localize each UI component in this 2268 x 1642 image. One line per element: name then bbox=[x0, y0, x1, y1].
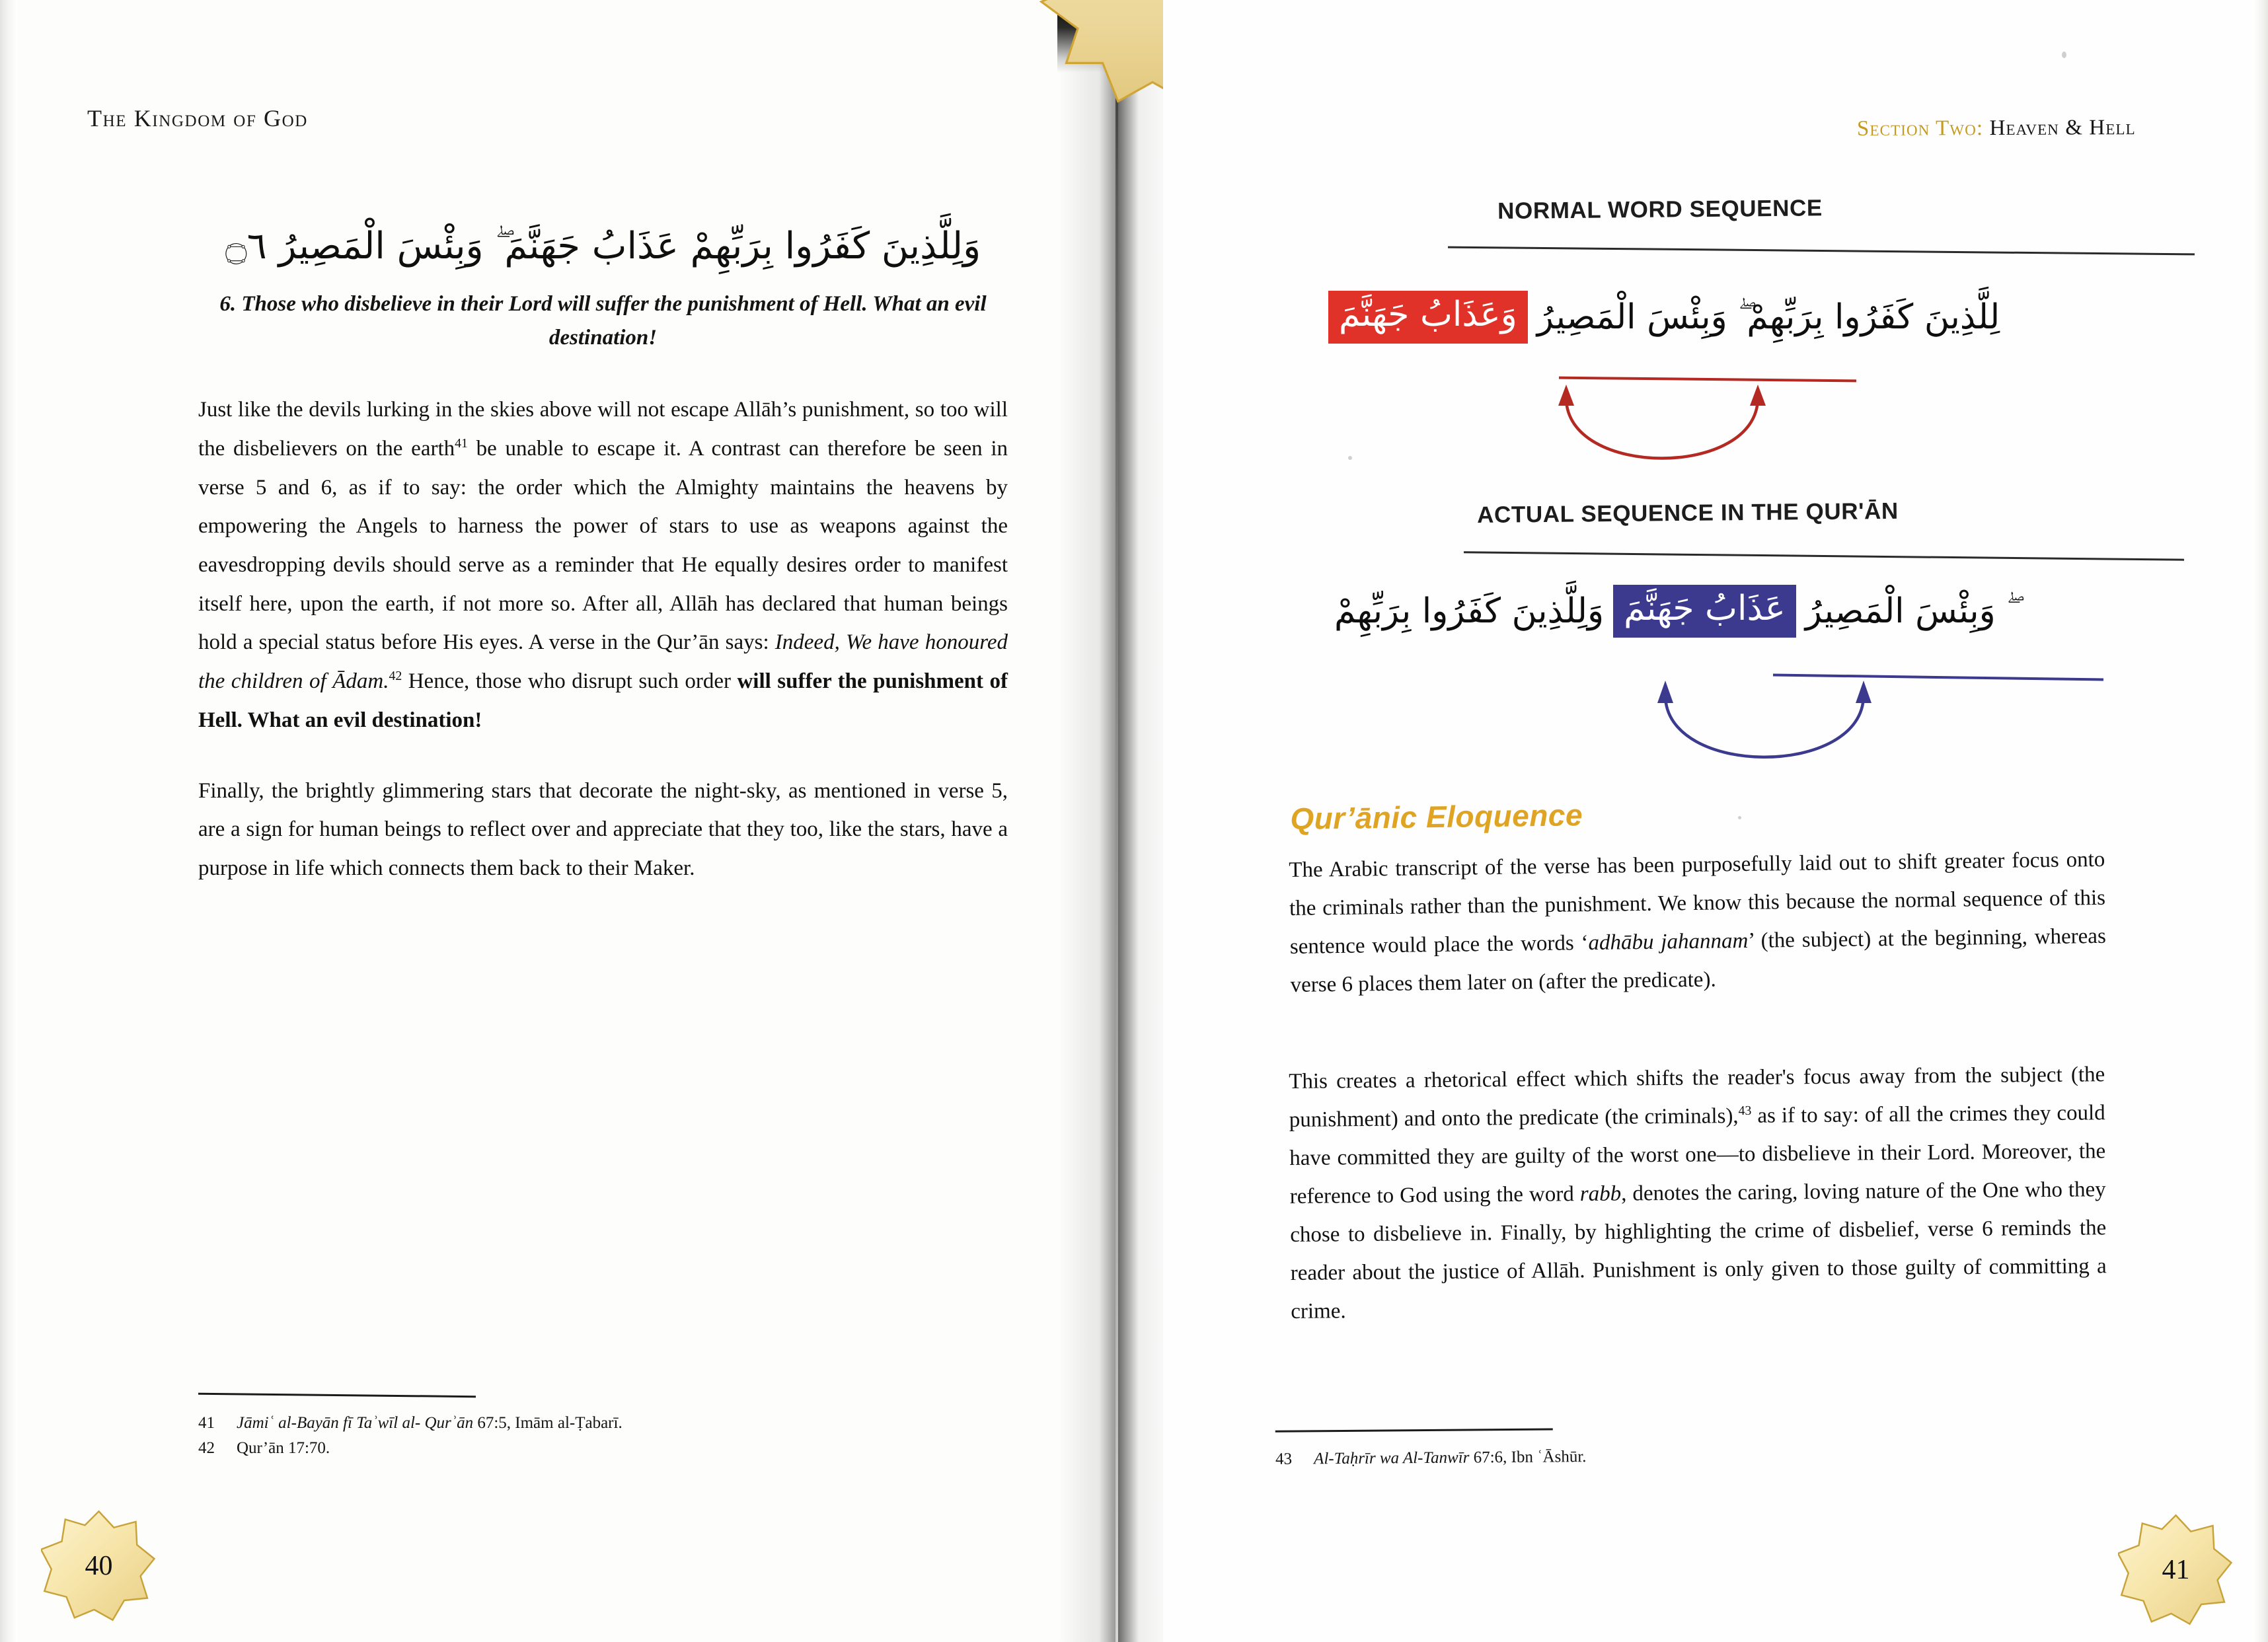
page-number-badge-right bbox=[2118, 1512, 2234, 1627]
diagram-2-highlight-box: عَذَابُ جَهَنَّمَ bbox=[1613, 585, 1796, 638]
footnote-43-title: Al-Taḥrīr wa Al-Tanwīr bbox=[1314, 1448, 1470, 1468]
page-number-badge-left bbox=[41, 1508, 157, 1623]
quran-verse-arabic: وَلِلَّذِينَ كَفَرُوا بِرَبِّهِمْ عَذَابُ جَهَنَّمَ ۖ وَبِئْسَ الْمَصِيرُ ۝٦ bbox=[225, 225, 981, 268]
para1-seg3: Hence, those who disrupt such order bbox=[402, 669, 737, 694]
footnote-42-text: Qur’ān 17:70. bbox=[237, 1439, 330, 1457]
footnote-41-title: Jāmiʿ al-Bayān fī Taʾwīl al- Qurʾān bbox=[237, 1414, 474, 1432]
footnote-43-number: 43 bbox=[1275, 1450, 1293, 1468]
para1-seg1: Just like the devils lurking in the skies above will not escape Allāh’s punishment, so too will the disbelievers on the earth bbox=[198, 398, 1008, 461]
page-number-right: 41 bbox=[2162, 1554, 2190, 1585]
scan-speck bbox=[1348, 456, 1352, 460]
page-number-left: 40 bbox=[85, 1550, 113, 1581]
rpara1-italic: adhābu jahannam bbox=[1588, 929, 1749, 955]
verse-translation: 6. Those who disbelieve in their Lord will suffer the punishment of Hell. What an evil destination! bbox=[219, 291, 987, 350]
diagram-1-plain-text: لِلَّذِينَ كَفَرُوا بِرَبِّهِمْ ۖ وَبِئْسَ الْمَصِيرُ bbox=[1536, 297, 2000, 337]
left-paragraph-2: Finally, the brightly glimmering stars that decorate the night-sky, as mentioned in verse 5, are a sign for human beings to reflect over and appreciate that they too, like the stars, have a purpose in life which connects them back to their Maker. bbox=[198, 778, 1008, 881]
left-paragraph-1 bbox=[198, 391, 1008, 740]
footnote-ref-42[interactable]: 42 bbox=[389, 669, 402, 684]
gutter-spine-line bbox=[1115, 0, 1118, 1642]
rpara1-seg2: ’ (the subject) at the beginning, whereas verse 6 places them later on (after the predicate). bbox=[1290, 924, 2107, 998]
gutter-shadow-left bbox=[1057, 0, 1117, 1642]
footnote-ref-43[interactable]: 43 bbox=[1738, 1103, 1752, 1119]
footnote-43-rest: 67:6, Ibn ʿĀshūr. bbox=[1469, 1448, 1587, 1467]
rpara2-seg2: as if to say: of all the crimes they could have committed they are guilty of the worst one—to disbelieve in their Lord. Moreover, the reference to God using the word bbox=[1289, 1101, 2106, 1209]
para1-quote: Indeed, We have honoured the children of Ādam. bbox=[198, 630, 1008, 694]
diagram-1-verse bbox=[1328, 291, 2009, 344]
rpara1-seg1: The Arabic transcript of the verse has been purposefully laid out to shift greater focus onto the criminals rather than the punishment. We know this because the normal sequence of this sentence would place the words ‘ bbox=[1289, 847, 2106, 959]
diagram-2-text-before: وَلِلَّذِينَ كَفَرُوا بِرَبِّهِمْ bbox=[1334, 591, 1605, 631]
para1-seg2: be unable to escape it. A contrast can therefore be seen in verse 5 and 6, as if to say: the order which the Almighty maintains the heavens by empowering the Angels to harness the power of stars to use as weapons against the eavesdropping devils should serve as a reminder that He equally desires order to manifest itself here, upon the earth, if not more so. After all, Allāh has declared that human beings hold a special status before His eyes. A verse in the Qur’ān says: bbox=[198, 436, 1008, 655]
diagram-2-arrow-icon bbox=[1639, 675, 1930, 814]
rpara2-seg3: , denotes the caring, loving nature of the One who they chose to disbelieve in. Finally, by highlighting the crime of disbelief, verse 6 reminds the reader about the justice of Allāh. Punishment is only given to those guilty of committing a crime. bbox=[1290, 1177, 2107, 1324]
header-section-title: Heaven & Hell bbox=[1989, 116, 2136, 141]
footnote-43-text bbox=[1314, 1444, 1587, 1472]
right-paper-edge bbox=[2253, 0, 2268, 1642]
diagram-2-verse bbox=[1325, 585, 2016, 638]
diagram-2-title: ACTUAL SEQUENCE IN THE QUR'ĀN bbox=[1477, 498, 1899, 528]
right-paragraph-2 bbox=[1289, 1055, 2107, 1331]
left-text-column bbox=[198, 218, 1008, 910]
scan-speck bbox=[1738, 816, 1741, 819]
diagram-1-arrow-icon bbox=[1540, 379, 1831, 518]
left-running-header: The Kingdom of God bbox=[87, 105, 308, 131]
rpara2-italic: rabb bbox=[1579, 1181, 1622, 1207]
rpara2-seg1: This creates a rhetorical effect which shifts the reader's focus away from the subject (the punishment) and onto the predicate (the criminals), bbox=[1289, 1063, 2105, 1133]
diagram-2-text-after: ۖ وَبِئْسَ الْمَصِيرُ bbox=[1805, 591, 2007, 631]
right-footnotes bbox=[1275, 1424, 2082, 1472]
book-gutter bbox=[1057, 0, 1176, 1642]
footnote-separator-left bbox=[198, 1393, 476, 1398]
right-paragraph-1 bbox=[1289, 840, 2107, 1004]
footnote-41-text bbox=[237, 1411, 623, 1436]
footnote-ref-41[interactable]: 41 bbox=[455, 435, 468, 451]
diagram-1-title: NORMAL WORD SEQUENCE bbox=[1497, 195, 1823, 224]
left-footnotes bbox=[198, 1394, 1004, 1461]
footnote-41-rest: 67:5, Imām al-Ṭabarī. bbox=[473, 1414, 623, 1432]
footnote-41 bbox=[198, 1411, 1004, 1436]
footnote-41-number: 41 bbox=[198, 1414, 215, 1432]
para1-bold: will suffer the punishment of Hell. What an evil destination! bbox=[198, 669, 1008, 732]
scan-speck bbox=[2062, 52, 2066, 58]
left-page bbox=[0, 0, 1094, 1642]
left-paper-edge bbox=[0, 0, 17, 1642]
footnote-42-number: 42 bbox=[198, 1439, 215, 1457]
footnote-42 bbox=[198, 1436, 1004, 1461]
right-running-header bbox=[1857, 116, 2136, 141]
header-section-label: Section Two: bbox=[1857, 116, 1984, 141]
eloquence-heading: Qur’ānic Eloquence bbox=[1290, 798, 1583, 836]
diagram-1-highlight-box: وَعَذَابُ جَهَنَّمَ bbox=[1328, 291, 1528, 344]
